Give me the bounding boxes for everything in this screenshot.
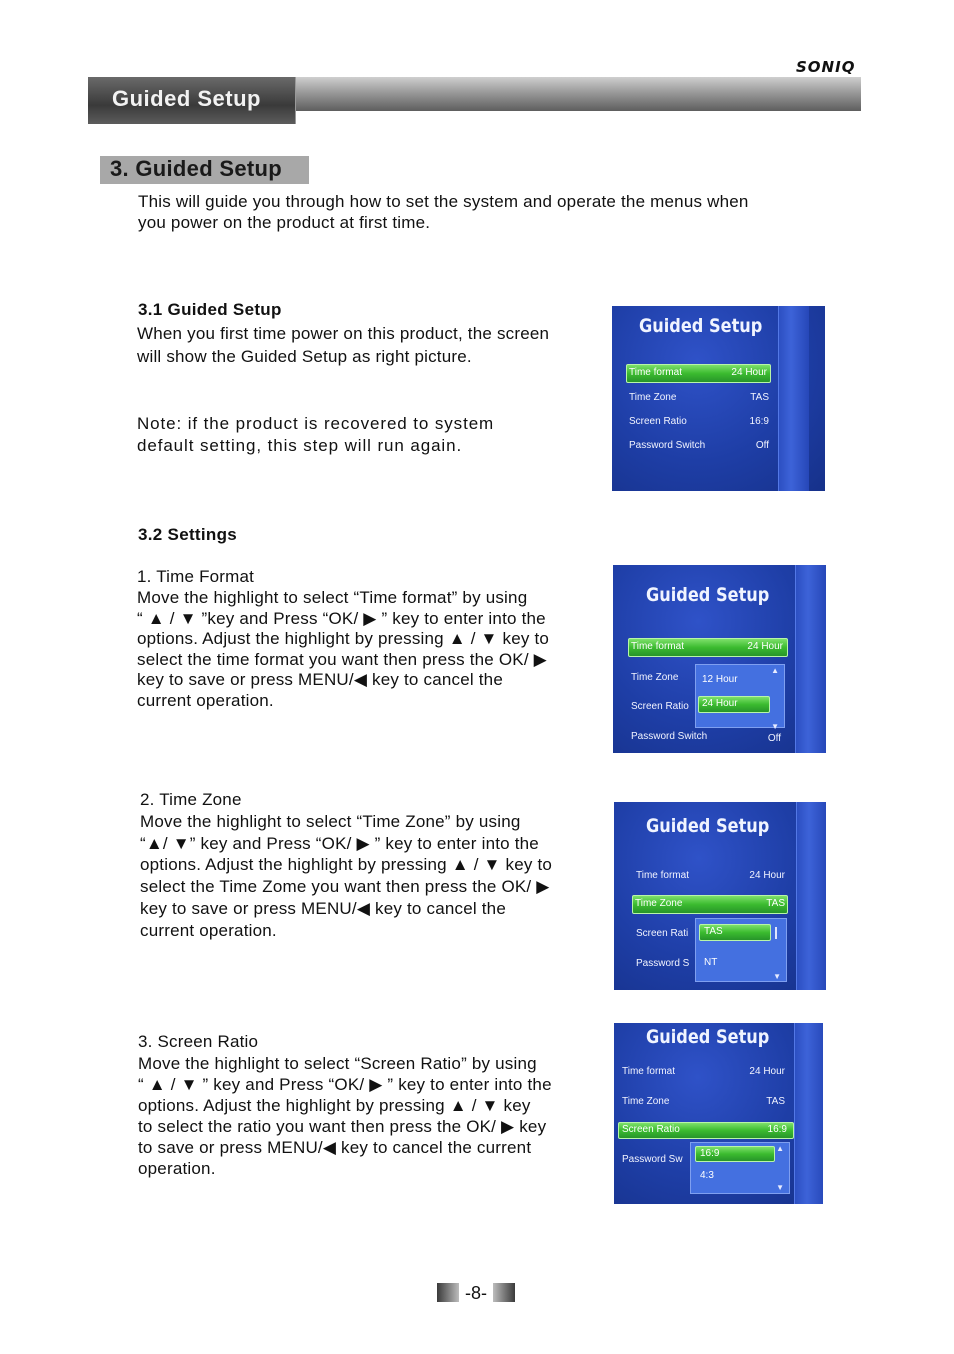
- highlight-row-time-format[interactable]: [626, 364, 771, 383]
- screen-stripe: [795, 565, 826, 753]
- time-zone-dropdown[interactable]: [695, 918, 787, 982]
- sub32-heading: 3.2 Settings: [138, 525, 238, 544]
- row-value: 24 Hour: [747, 641, 783, 652]
- sub31-text: When you first time power on this product, the screen will show the Guided Setup as right picture.: [137, 324, 550, 366]
- row-value: TAS: [766, 1096, 785, 1107]
- row-label: Password S: [636, 958, 690, 969]
- option-item[interactable]: 12 Hour: [702, 674, 738, 685]
- highlight-row-time-format[interactable]: [628, 638, 788, 657]
- screen-guided-setup: [612, 306, 825, 491]
- time-format-title: 1. Time Format: [137, 567, 255, 586]
- option-item[interactable]: NT: [704, 957, 718, 968]
- screen-title: Guided Setup: [646, 1026, 770, 1048]
- scroll-down-icon[interactable]: ▼: [776, 1183, 784, 1192]
- screen-stripe: [778, 306, 809, 491]
- scrollbar-thumb[interactable]: [775, 927, 777, 939]
- option-highlight[interactable]: [695, 1146, 775, 1162]
- row-value: Off: [767, 733, 781, 744]
- footer-bar-left: [437, 1283, 459, 1302]
- row-label: Screen Ratio: [631, 701, 689, 712]
- row-label: Screen Ratio: [629, 416, 687, 427]
- row-label: Time Zone: [629, 392, 677, 403]
- row-label: Time Zone: [635, 898, 683, 909]
- time-zone-text: Move the highlight to select “Time Zone” by using “▲/ ▼” key and Press “OK/ ▶ ” key to enter into the options. Adjust the highlight by pressing ▲ / ▼ key to select the Time Zome you want then press the OK/ ▶ key to save or press MENU/◀ key to cancel the current operation.: [140, 812, 553, 940]
- footer-bar-right: [493, 1283, 515, 1302]
- row-value: Off: [755, 440, 769, 451]
- screen-title: Guided Setup: [646, 815, 770, 837]
- brand-logo: SONIQ: [796, 58, 856, 76]
- option-item: TAS: [704, 926, 723, 937]
- screen-stripe: [794, 1023, 823, 1204]
- row-value: TAS: [750, 392, 769, 403]
- scroll-down-icon[interactable]: ▼: [771, 722, 779, 731]
- screen-ratio-title: 3. Screen Ratio: [138, 1032, 259, 1051]
- row-label: Time format: [636, 870, 689, 881]
- section-intro: This will guide you through how to set the system and operate the menus when you power on the product at first time.: [138, 192, 749, 232]
- option-highlight[interactable]: [698, 696, 770, 713]
- row-value: 16:9: [749, 416, 769, 427]
- screen-time-zone: [614, 802, 826, 990]
- row-label: Time Zone: [631, 672, 679, 683]
- screen-ratio-dropdown[interactable]: [690, 1142, 790, 1194]
- screen-time-format: [613, 565, 826, 753]
- row-value: 24 Hour: [749, 1066, 785, 1077]
- screen-title: Guided Setup: [646, 584, 770, 606]
- option-item[interactable]: 4:3: [700, 1170, 714, 1181]
- time-format-dropdown[interactable]: [695, 664, 785, 731]
- time-zone-title: 2. Time Zone: [140, 790, 242, 809]
- option-item: 16:9: [700, 1148, 720, 1159]
- sub31-heading: 3.1 Guided Setup: [138, 300, 282, 319]
- screen-ratio-text: Move the highlight to select “Screen Ratio” by using “ ▲ / ▼ ” key and Press “OK/ ▶ ” key to enter into the options. Adjust the highlight by pressing ▲ / ▼ key to select the ratio you want then press the OK/ ▶ key to save or press MENU/◀ key to cancel the current operation.: [138, 1054, 552, 1178]
- row-value: 16:9: [767, 1124, 787, 1135]
- scroll-down-icon[interactable]: ▼: [773, 972, 781, 981]
- row-value: 24 Hour: [749, 870, 785, 881]
- option-highlight[interactable]: [699, 924, 771, 941]
- row-label: Password Sw: [622, 1154, 683, 1165]
- scroll-up-icon[interactable]: ▲: [771, 666, 779, 675]
- row-label: Password Switch: [629, 440, 706, 451]
- highlight-row-time-zone[interactable]: [632, 895, 788, 914]
- row-label: Password Switch: [631, 731, 708, 742]
- highlight-row-screen-ratio[interactable]: [618, 1122, 794, 1139]
- row-label: Time format: [622, 1066, 675, 1077]
- row-label: Time Zone: [622, 1096, 670, 1107]
- time-format-text: Move the highlight to select “Time format” by using “ ▲ / ▼ ”key and Press “OK/ ▶ ” key to enter into the options. Adjust the highlight by pressing ▲ / ▼ key to select the time format you want then press the OK/ ▶ key to save or press MENU/◀ key to cancel the current operation.: [137, 588, 550, 710]
- screen-screen-ratio: [614, 1023, 823, 1204]
- scroll-up-icon[interactable]: ▲: [776, 1144, 784, 1153]
- screen-stripe: [796, 802, 826, 990]
- row-value: 24 Hour: [731, 367, 767, 378]
- screen-title: Guided Setup: [639, 315, 763, 337]
- option-item: 24 Hour: [702, 698, 738, 709]
- sub31-note: Note: if the product is recovered to system default setting, this step will run again.: [137, 414, 495, 455]
- row-label: Time format: [631, 641, 684, 652]
- section-title: 3. Guided Setup: [110, 156, 282, 181]
- header-title: Guided Setup: [112, 86, 261, 111]
- page-number: -8-: [465, 1283, 487, 1303]
- row-label: Screen Ratio: [622, 1124, 680, 1135]
- row-label: Time format: [629, 367, 682, 378]
- row-value: TAS: [766, 898, 785, 909]
- row-label: Screen Rati: [636, 928, 689, 939]
